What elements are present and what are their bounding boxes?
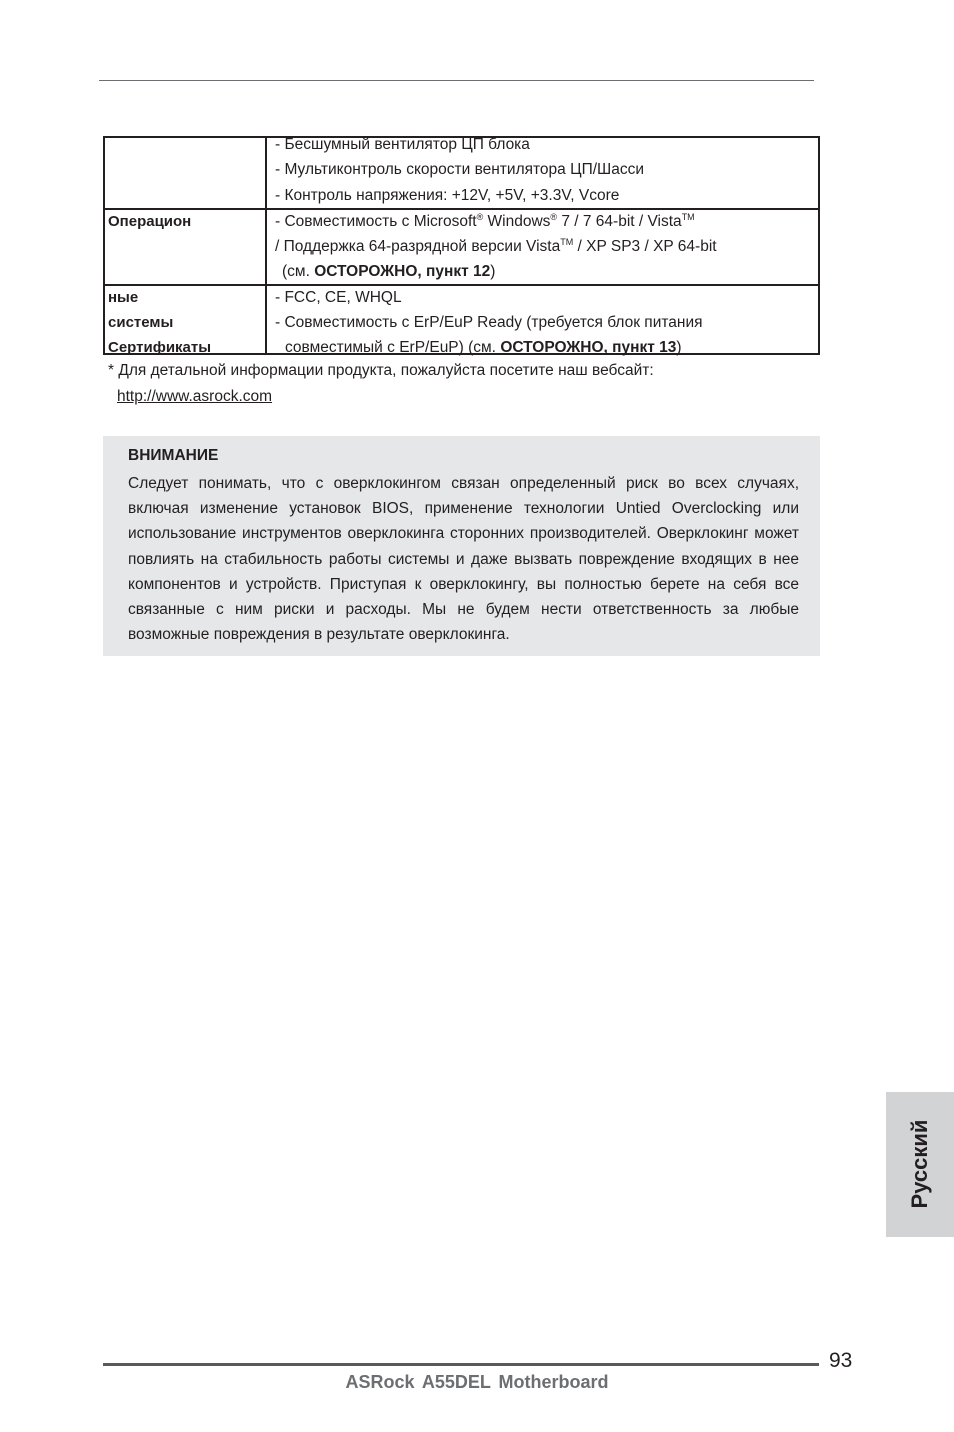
trademark-mark: TM — [681, 212, 695, 222]
spec-value-line: - Совместимость с ErP/EuP Ready (требуется блок питания — [275, 314, 703, 331]
spec-label-text: системы — [108, 314, 174, 331]
spec-label-cell — [105, 138, 267, 208]
spec-value-line: / Поддержка 64-разрядной версии Vista™ / XP SP3 / XP 64-bit — [275, 237, 717, 255]
spec-value-cell — [267, 210, 818, 284]
spec-label-text: ные — [108, 289, 139, 306]
page-number: 93 — [829, 1349, 853, 1372]
spec-value-line: - FCC, CE, WHQL — [275, 289, 402, 306]
top-rule — [99, 80, 814, 81]
registered-mark: ® — [476, 212, 484, 222]
spec-value-cell — [267, 138, 818, 208]
spec-label-text: Операцион — [108, 213, 192, 230]
table-row — [105, 284, 818, 355]
spec-value-line: - Совместимость с Microsoft® Windows® 7 / 7 64-bit / Vista™ — [275, 212, 695, 230]
table-row — [105, 208, 818, 284]
spec-value-line: - Бесшумный вентилятор ЦП блока — [275, 136, 530, 153]
table-row — [105, 138, 818, 208]
spec-value-line: - Контроль напряжения: +12V, +5V, +3.3V, Vcore — [275, 187, 620, 204]
footer-rule — [103, 1363, 819, 1366]
warning-title: ВНИМАНИЕ — [128, 447, 219, 464]
language-tab — [886, 1092, 954, 1237]
specification-table — [103, 136, 820, 355]
spec-label-cell — [105, 210, 267, 284]
footnote-text: * Для детальной информации продукта, пожалуйста посетите наш вебсайт: — [108, 362, 654, 379]
spec-value-line: - Мультиконтроль скорости вентилятора ЦП/Шасси — [275, 161, 644, 178]
caution-reference: ОСТОРОЖНО, пункт 12 — [314, 263, 491, 280]
spec-label-cell — [105, 286, 267, 355]
trademark-mark: TM — [560, 237, 574, 247]
spec-value-line: совместимый с ErP/EuP) (см. ОСТОРОЖНО, пункт 13) — [285, 339, 682, 356]
spec-value-cell — [267, 286, 818, 355]
footer-title: ASRock A55DEL Motherboard — [345, 1372, 609, 1392]
warning-body: Следует понимать, что с оверклокингом связан определенный риск во всех случаях, включая изменение установок BIOS, применение технологии Untied Overclocking или использование инструментов оверклокинга сторонних производителей. Оверклокинг может повлиять на стабильность работы системы и даже вызвать повреждение входящих в нее компонентов и устройств. Приступая к оверклокингу, вы полностью берете на себя все связанные с ним риски и расходы. Мы не будем нести ответственность за любые возможные повреждения в результате оверклокинга. — [128, 475, 799, 644]
registered-mark: ® — [550, 212, 558, 222]
spec-label-text: Сертификаты — [108, 339, 212, 356]
spec-value-line: (см. ОСТОРОЖНО, пункт 12) — [282, 263, 496, 280]
website-link[interactable]: http://www.asrock.com — [117, 388, 273, 405]
caution-reference: ОСТОРОЖНО, пункт 13 — [500, 339, 677, 356]
language-tab-label: Русский — [907, 1119, 932, 1209]
warning-box — [103, 436, 820, 656]
